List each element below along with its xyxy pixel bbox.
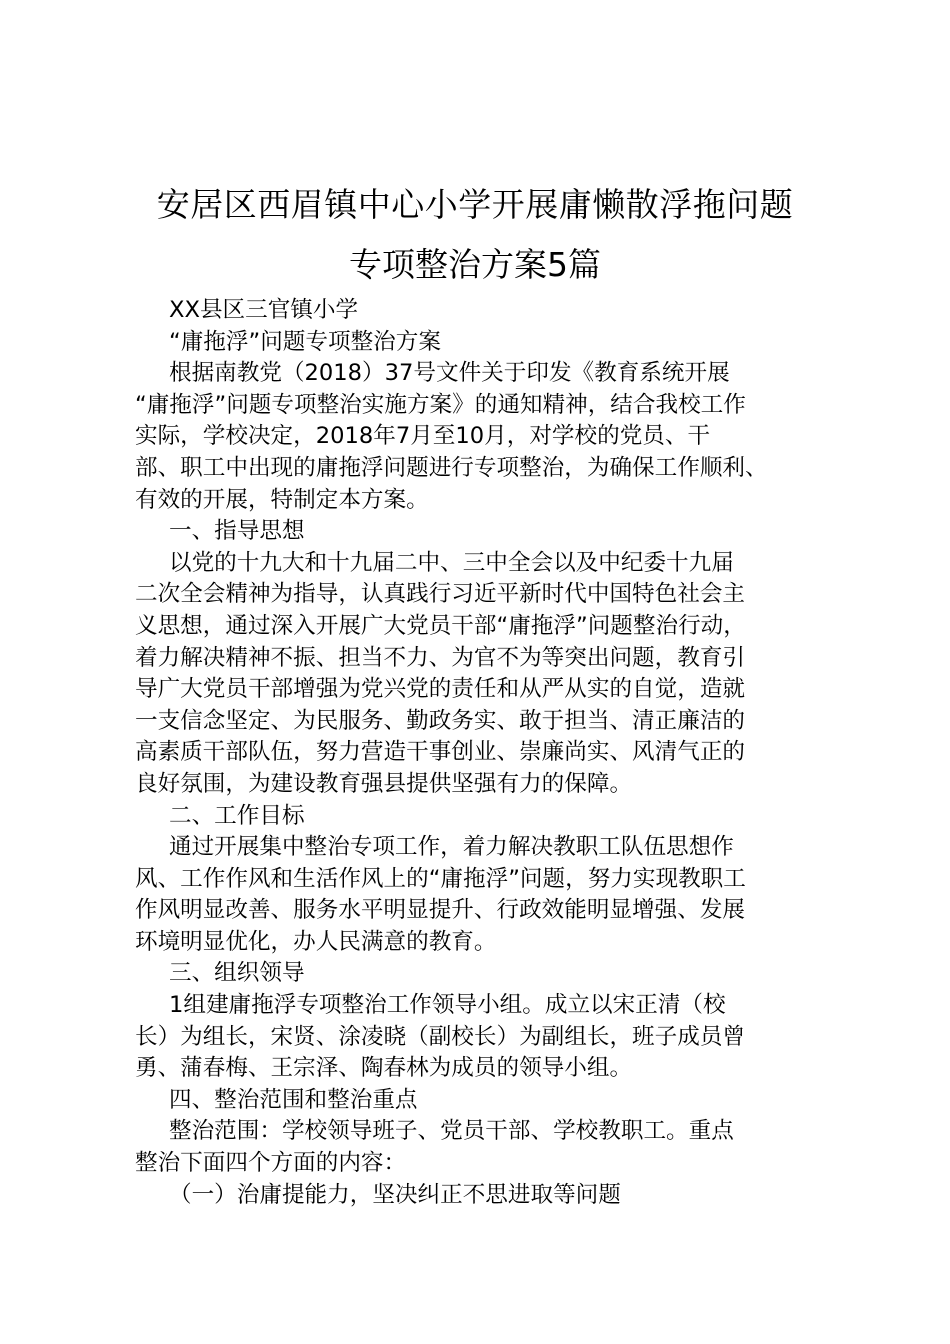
section-heading: 一、指导思想 [169, 518, 305, 545]
document-title-line-1: 安居区西眉镇中心小学开展庸懒散浮拖问题 [156, 185, 794, 224]
paragraph-line: 良好氛围，为建设教育强县提供坚强有力的保障。 [135, 770, 633, 797]
section-heading: 四、整治范围和整治重点 [169, 1086, 418, 1113]
paragraph-line: 作风明显改善、服务水平明显提升、行政效能明显增强、发展 [135, 897, 746, 924]
paragraph-line: 部、职工中出现的庸拖浮问题进行专项整治，为确保工作顺利、 [135, 454, 768, 481]
paragraph-line: 实际，学校决定，2018年7月至10月，对学校的党员、干 [135, 423, 711, 450]
paragraph-line: 整治范围：学校领导班子、党员干部、学校教职工。重点 [169, 1118, 734, 1145]
paragraph-line: 整治下面四个方面的内容： [135, 1150, 407, 1177]
paragraph-line: 勇、蒲春梅、王宗泽、陶春林为成员的领导小组。 [135, 1055, 633, 1082]
paragraph-line: 风、工作作风和生活作风上的“庸拖浮”问题，努力实现教职工 [135, 865, 746, 892]
paragraph-line: 一支信念坚定、为民服务、勤政务实、敢于担当、清正廉洁的 [135, 707, 746, 734]
paragraph-line: 根据南教党（2018）37号文件关于印发《教育系统开展 [169, 360, 730, 387]
plan-name-line: “庸拖浮”问题专项整治方案 [169, 328, 441, 355]
paragraph-line: 通过开展集中整治专项工作，着力解决教职工队伍思想作 [169, 834, 734, 861]
paragraph-line: 长）为组长，宋贤、涂凌晓（副校长）为副组长，班子成员曾 [135, 1023, 746, 1050]
paragraph-line: 以党的十九大和十九届二中、三中全会以及中纪委十九届 [169, 549, 734, 576]
document-body [135, 295, 825, 1211]
paragraph-line: “庸拖浮”问题专项整治实施方案》的通知精神，结合我校工作 [135, 391, 746, 418]
paragraph-line: 导广大党员干部增强为党兴党的责任和从严从实的自觉，造就 [135, 676, 746, 703]
paragraph-line: 义思想，通过深入开展广大党员干部“庸拖浮”问题整治行动， [135, 612, 746, 639]
paragraph-line: 1组建庸拖浮专项整治工作领导小组。成立以宋正清（校 [169, 992, 726, 1019]
paragraph-line: 高素质干部队伍，努力营造干事创业、崇廉尚实、风清气正的 [135, 739, 746, 766]
paragraph-line: 着力解决精神不振、担当不力、为官不为等突出问题，教育引 [135, 644, 746, 671]
document-title-line-2: 专项整治方案5篇 [349, 245, 601, 284]
section-heading: 三、组织领导 [169, 960, 305, 987]
paragraph-line: 二次全会精神为指导，认真践行习近平新时代中国特色社会主 [135, 581, 746, 608]
paragraph-line: 环境明显优化，办人民满意的教育。 [135, 928, 497, 955]
subsection-heading: （一）治庸提能力，坚决纠正不思进取等问题 [169, 1181, 621, 1208]
paragraph-line: 有效的开展，特制定本方案。 [135, 486, 429, 513]
section-heading: 二、工作目标 [169, 802, 305, 829]
school-name-line: XX县区三官镇小学 [169, 297, 359, 323]
